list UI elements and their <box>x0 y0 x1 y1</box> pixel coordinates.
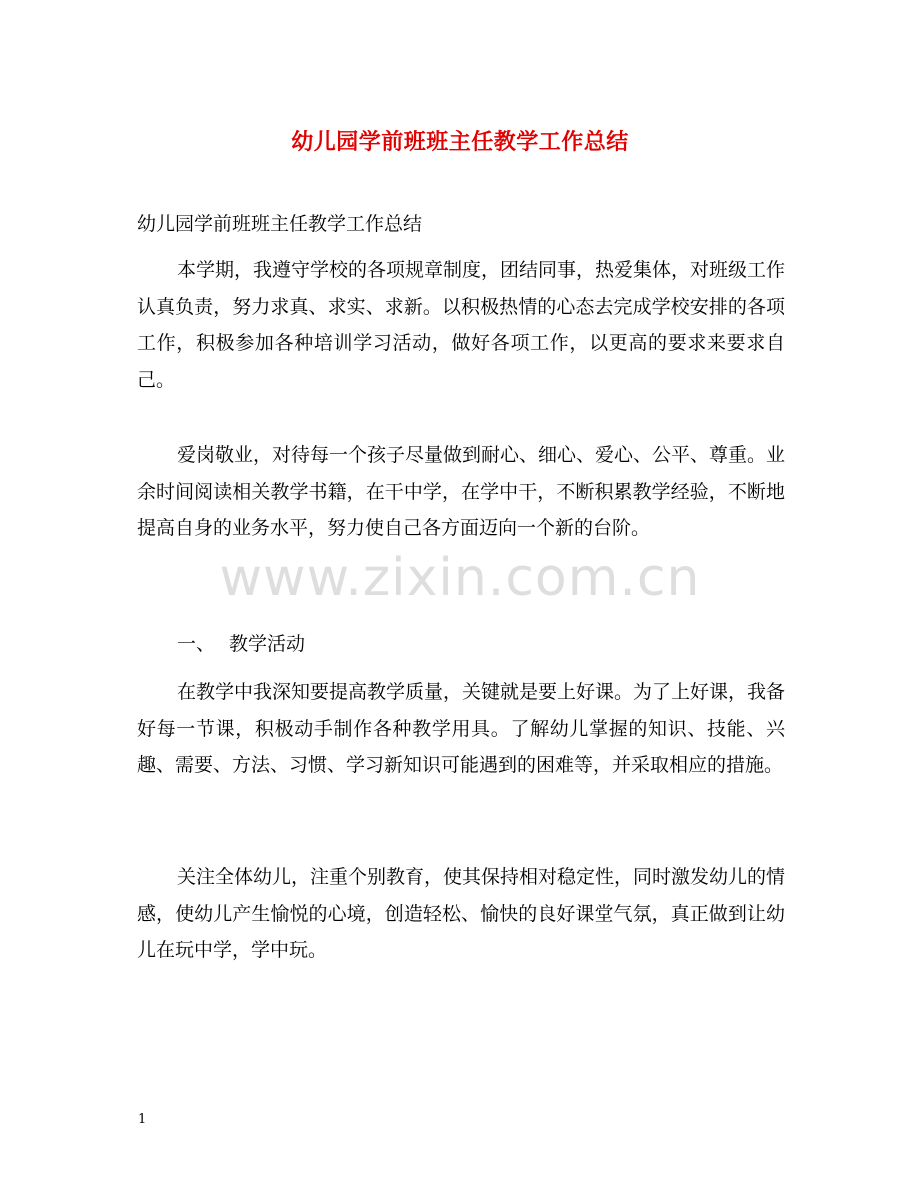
document-title: 幼儿园学前班班主任教学工作总结 <box>291 129 629 155</box>
section-heading <box>177 626 305 662</box>
paragraph-1: 本学期，我遵守学校的各项规章制度，团结同事，热爱集体，对班级工作认真负责，努力求真、求实、求新。以积极热情的心态去完成学校安排的各项工作，积极参加各种培训学习活动，做好各项工作，以更高的要求来要求自己。 <box>137 259 786 391</box>
section-heading-number: 一、 <box>177 633 216 655</box>
paragraph-4: 关注全体幼儿，注重个别教育，使其保持相对稳定性，同时激发幼儿的情感，使幼儿产生愉悦的心境，创造轻松、愉快的良好课堂气氛，真正做到让幼儿在玩中学，学中玩。 <box>137 866 786 961</box>
page-number: 1 <box>138 1112 147 1127</box>
section-heading-text: 教学活动 <box>229 633 306 655</box>
paragraph-3: 在教学中我深知要提高教学质量，关键就是要上好课。为了上好课，我备好每一节课，积极动手制作各种教学用具。了解幼儿掌握的知识、技能、兴趣、需要、方法、习惯、学习新知识可能遇到的困难等，并采取相应的措施。 <box>137 681 786 776</box>
paragraph-2: 爱岗敬业，对待每一个孩子尽量做到耐心、细心、爱心、公平、尊重。业余时间阅读相关教学书籍，在干中学，在学中干，不断积累教学经验，不断地提高自身的业务水平，努力使自己各方面迈向一个新的台阶。 <box>137 444 786 539</box>
watermark: www.zixin.com.cn <box>219 548 701 608</box>
document-subtitle: 幼儿园学前班班主任教学工作总结 <box>137 213 423 235</box>
